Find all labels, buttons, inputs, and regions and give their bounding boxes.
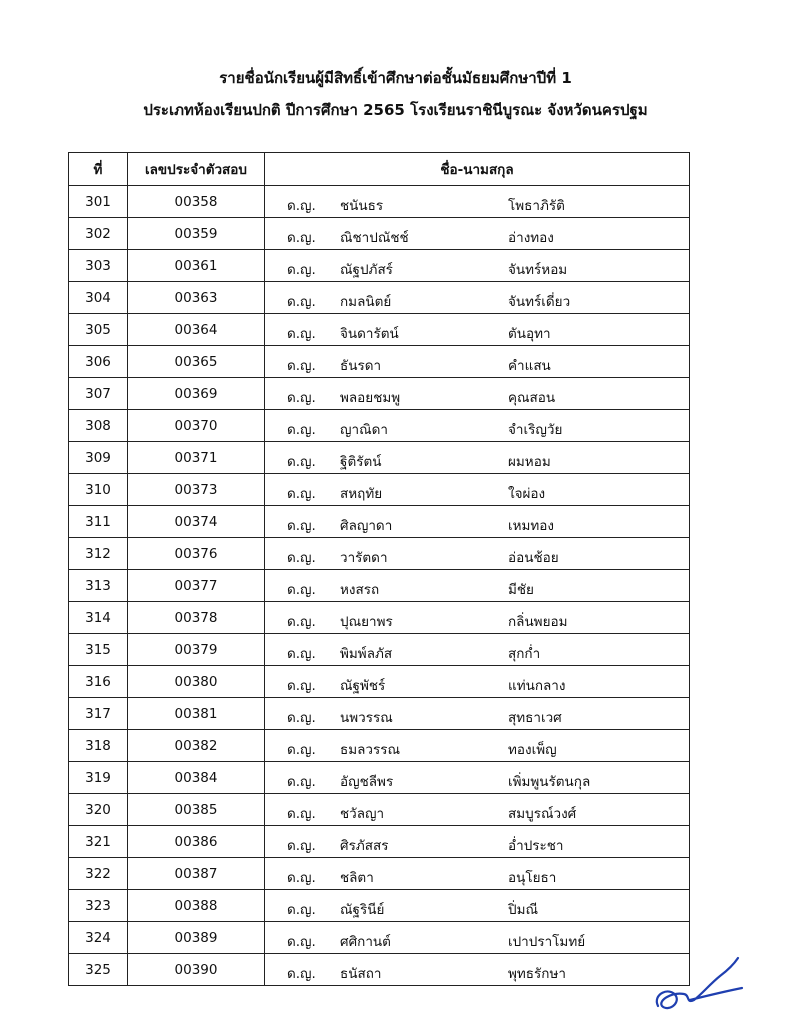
last-name: ผมหอม [508,454,551,470]
exam-id: 00376 [128,538,265,570]
student-name [265,474,690,506]
last-name: จำเริญวัย [508,422,563,438]
table-row [69,378,690,410]
name-prefix: ด.ญ. [287,774,316,790]
table-row [69,858,690,890]
student-name [265,954,690,986]
last-name: ปิ่มณี [508,902,538,918]
student-name [265,666,690,698]
table-row [69,634,690,666]
exam-id: 00361 [128,250,265,282]
row-number: 323 [69,890,128,922]
table-row [69,250,690,282]
first-name: ฐิติรัตน์ [340,454,382,470]
name-prefix: ด.ญ. [287,838,316,854]
exam-id: 00358 [128,186,265,218]
row-number: 318 [69,730,128,762]
last-name: มีชัย [508,582,534,598]
row-number: 304 [69,282,128,314]
name-prefix: ด.ญ. [287,550,316,566]
table-row [69,186,690,218]
name-prefix: ด.ญ. [287,358,316,374]
last-name: ใจผ่อง [508,486,546,502]
row-number: 322 [69,858,128,890]
first-name: ศิรภัสสร [340,838,389,854]
student-name [265,826,690,858]
name-prefix: ด.ญ. [287,294,316,310]
row-number: 325 [69,954,128,986]
first-name: ศศิกานต์ [340,934,391,950]
table-row [69,730,690,762]
first-name: ปุณยาพร [340,614,393,630]
last-name: จันทร์หอม [508,262,568,278]
exam-id: 00363 [128,282,265,314]
student-name [265,602,690,634]
student-name [265,218,690,250]
first-name: ชวัลญา [340,806,385,822]
first-name: วารัตดา [340,550,388,566]
name-prefix: ด.ญ. [287,742,316,758]
table-header-row [69,153,690,186]
student-name [265,538,690,570]
table-row [69,314,690,346]
last-name: คุณสอน [508,390,556,406]
name-prefix: ด.ญ. [287,646,316,662]
last-name: เปาปราโมทย์ [508,934,586,950]
last-name: สุทธาเวศ [508,710,562,726]
exam-id: 00374 [128,506,265,538]
exam-id: 00370 [128,410,265,442]
row-number: 305 [69,314,128,346]
last-name: คำแสน [508,358,551,374]
student-name [265,570,690,602]
student-name [265,762,690,794]
row-number: 302 [69,218,128,250]
first-name: สหฤทัย [340,486,383,502]
exam-id: 00377 [128,570,265,602]
name-prefix: ด.ญ. [287,678,316,694]
student-name [265,698,690,730]
exam-id: 00379 [128,634,265,666]
first-name: ชนันธร [340,198,384,214]
exam-id: 00359 [128,218,265,250]
last-name: โพธาภิรัติ [508,198,565,214]
exam-id: 00373 [128,474,265,506]
name-prefix: ด.ญ. [287,454,316,470]
row-number: 314 [69,602,128,634]
table-row [69,346,690,378]
first-name: ญาณิดา [340,422,388,438]
exam-id: 00384 [128,762,265,794]
row-number: 310 [69,474,128,506]
name-prefix: ด.ญ. [287,870,316,886]
row-number: 319 [69,762,128,794]
exam-id: 00389 [128,922,265,954]
table-row [69,826,690,858]
exam-id: 00371 [128,442,265,474]
last-name: อนุโยธา [508,870,557,886]
first-name: ธมลวรรณ [340,742,401,758]
last-name: สุกก่ำ [508,646,541,662]
table-row [69,762,690,794]
student-name [265,794,690,826]
student-name [265,282,690,314]
signature [650,948,750,1018]
name-prefix: ด.ญ. [287,710,316,726]
row-number: 324 [69,922,128,954]
last-name: เหมทอง [508,518,555,534]
name-prefix: ด.ญ. [287,390,316,406]
row-number: 313 [69,570,128,602]
last-name: แท่นกลาง [508,678,566,694]
row-number: 312 [69,538,128,570]
exam-id: 00386 [128,826,265,858]
header-full-name: ชื่อ-นามสกุล [265,153,690,186]
exam-id: 00365 [128,346,265,378]
table-row [69,506,690,538]
last-name: อ่ำประชา [508,838,564,854]
exam-id: 00381 [128,698,265,730]
exam-id: 00382 [128,730,265,762]
student-list-table [68,152,690,986]
first-name: ณัฐรินีย์ [340,902,385,918]
row-number: 306 [69,346,128,378]
row-number: 311 [69,506,128,538]
exam-id: 00387 [128,858,265,890]
last-name: ตันอุทา [508,326,551,342]
name-prefix: ด.ญ. [287,230,316,246]
student-name [265,634,690,666]
student-name [265,186,690,218]
last-name: จันทร์เดี่ยว [508,294,571,310]
table-row [69,538,690,570]
row-number: 321 [69,826,128,858]
name-prefix: ด.ญ. [287,518,316,534]
document-title: รายชื่อนักเรียนผู้มีสิทธิ์เข้าศึกษาต่อชั้นมัธยมศึกษาปีที่ 1 [219,69,572,87]
first-name: นพวรรณ [340,710,393,726]
exam-id: 00364 [128,314,265,346]
row-number: 309 [69,442,128,474]
exam-id: 00385 [128,794,265,826]
table-row [69,570,690,602]
exam-id: 00380 [128,666,265,698]
row-number: 320 [69,794,128,826]
table-row [69,602,690,634]
name-prefix: ด.ญ. [287,902,316,918]
last-name: กลิ่นพยอม [508,614,568,630]
row-number: 308 [69,410,128,442]
name-prefix: ด.ญ. [287,966,316,982]
first-name: ณัฐพัชร์ [340,678,386,694]
exam-id: 00378 [128,602,265,634]
last-name: อ่างทอง [508,230,554,246]
exam-id: 00390 [128,954,265,986]
first-name: กมลนิตย์ [340,294,392,310]
first-name: ณัฐปภัสร์ [340,262,393,278]
name-prefix: ด.ญ. [287,198,316,214]
header-exam-id: เลขประจำตัวสอบ [128,153,265,186]
first-name: ธันรดา [340,358,382,374]
student-name [265,506,690,538]
table-row [69,474,690,506]
table-row [69,698,690,730]
table-row [69,954,690,986]
name-prefix: ด.ญ. [287,486,316,502]
first-name: ณิชาปณัชช์ [340,230,409,246]
row-number: 301 [69,186,128,218]
first-name: ศิลญาดา [340,518,393,534]
student-name [265,410,690,442]
first-name: จินดารัตน์ [340,326,399,342]
row-number: 307 [69,378,128,410]
student-name [265,250,690,282]
name-prefix: ด.ญ. [287,262,316,278]
name-prefix: ด.ญ. [287,934,316,950]
student-name [265,378,690,410]
last-name: เพิ่มพูนรัตนกุล [508,774,591,790]
student-name [265,730,690,762]
table-row [69,794,690,826]
first-name: พลอยชมพู [340,390,401,406]
exam-id: 00388 [128,890,265,922]
row-number: 303 [69,250,128,282]
last-name: ทองเพ็ญ [508,742,557,758]
student-name [265,858,690,890]
table-row [69,890,690,922]
name-prefix: ด.ญ. [287,806,316,822]
student-name [265,890,690,922]
table-row [69,410,690,442]
name-prefix: ด.ญ. [287,422,316,438]
document-subtitle: ประเภทห้องเรียนปกติ ปีการศึกษา 2565 โรงเรียนราชินีบูรณะ จังหวัดนครปฐม [143,101,648,119]
first-name: อัญชลีพร [340,774,394,790]
table-row [69,282,690,314]
first-name: หงสรถ [340,582,380,598]
table-row [69,218,690,250]
first-name: ธนัสถา [340,966,382,982]
row-number: 315 [69,634,128,666]
student-name [265,314,690,346]
table-row [69,666,690,698]
student-name [265,346,690,378]
name-prefix: ด.ญ. [287,326,316,342]
row-number: 316 [69,666,128,698]
student-name [265,922,690,954]
table-row [69,922,690,954]
row-number: 317 [69,698,128,730]
first-name: พิมพ์ลภัส [340,646,393,662]
last-name: อ่อนช้อย [508,550,559,566]
name-prefix: ด.ญ. [287,614,316,630]
exam-id: 00369 [128,378,265,410]
last-name: สมบูรณ์วงศ์ [508,806,577,822]
name-prefix: ด.ญ. [287,582,316,598]
student-name [265,442,690,474]
first-name: ชลิตา [340,870,374,886]
header-number: ที่ [69,153,128,186]
last-name: พุทธรักษา [508,966,566,982]
table-row [69,442,690,474]
